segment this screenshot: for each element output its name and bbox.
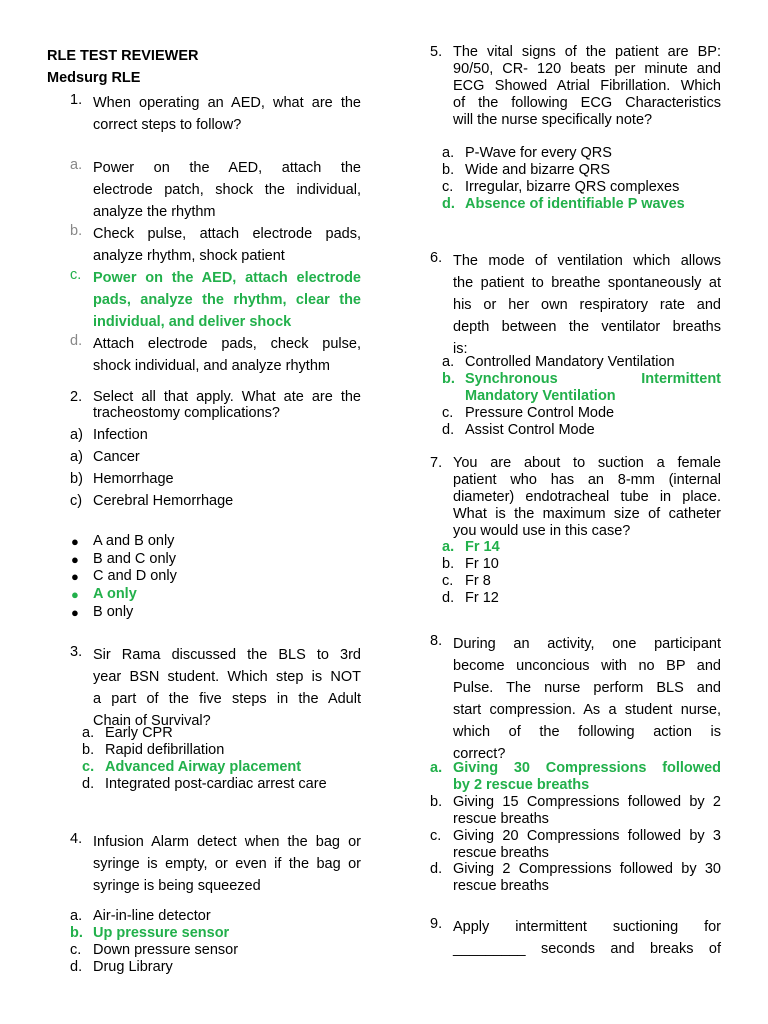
option-d: Drug Library [93,959,173,975]
question-text: diameter) endotracheal tube in place. [453,489,721,505]
list-item: Hemorrhage [93,471,174,487]
option-c: Giving 20 Compressions followed by 3 rescue breaths [453,828,721,861]
question-text: syringe is empty, or even if the bag or [93,856,361,872]
question-number: 4. [70,831,83,847]
question-text: Apply intermittent suctioning for [453,919,721,935]
question-text: Chain of Survival? [93,713,211,729]
option-b-correct-cont: Intermittent [641,371,721,387]
option-a-correct: Giving 30 Compressions followed by 2 rescue breaths [453,760,721,793]
question-text: you would use in this case? [453,523,631,539]
question-number: 8. [430,633,443,649]
document-title: RLE TEST REVIEWER [47,48,199,64]
option-a: Controlled Mandatory Ventilation [465,354,675,370]
option-c: Pressure Control Mode [465,405,615,421]
option-b: Check pulse, attach electrode pads, analyze rhythm, shock patient [93,226,361,264]
option-a: Early CPR [105,725,173,741]
question-text: 90/50, CR- 120 beats per minute and [453,61,721,77]
option-b-correct: Synchronous [465,371,558,387]
bullet-icon: ● [71,587,79,602]
question-text: The mode of ventilation which allows [453,253,721,269]
option-c: Irregular, bizarre QRS complexes [465,179,680,195]
question-text: You are about to suction a female [453,455,721,471]
question-text: The vital signs of the patient are BP: [453,44,721,60]
option-b: Giving 15 Compressions followed by 2 rescue breaths [453,794,721,827]
question-text: Infusion Alarm detect when the bag or [93,834,361,850]
question-text: a part of the five steps in the Adult [93,691,361,707]
question-text: ECG Showed Atrial Fibrillation. Which [453,78,721,94]
question-number: 6. [430,250,443,266]
option-c-correct: Advanced Airway placement [105,759,302,775]
question-text: correct? [453,746,506,762]
question-text: which of the following action is [453,724,721,740]
question-text: patient who has an 8-mm (internal [453,472,721,488]
option-b: Wide and bizarre QRS [465,162,611,178]
question-text: syringe is being squeezed [93,878,261,894]
question-text: start compression. As a student nurse, [453,702,721,718]
option-c-correct: Power on the AED, attach electrode pads, analyze the rhythm, clear the individual, and deliver shock [93,270,361,330]
option-letter: a. [70,157,83,173]
option-c: Down pressure sensor [93,942,239,958]
option-d: Attach electrode pads, check pulse, shock individual, and analyze rhythm [93,336,361,374]
option-b: Fr 10 [465,556,499,572]
bullet-icon: ● [71,552,79,567]
answer-choice: B only [93,604,134,620]
question-text: depth between the ventilator breaths [453,319,721,335]
option-a: P-Wave for every QRS [465,145,612,161]
question-number: 5. [430,44,443,60]
answer-choice-correct: A only [93,586,137,602]
option-letter: d. [70,333,83,349]
question-text: _________ seconds and breaks of [453,941,721,957]
question-text: Pulse. The nurse perform BLS and [453,680,721,696]
document-subtitle: Medsurg RLE [47,70,141,86]
answer-choice: B and C only [93,551,177,567]
option-a: Air-in-line detector [93,908,211,924]
question-number: 7. [430,455,443,471]
bullet-icon: ● [71,534,79,549]
option-b: Rapid defibrillation [105,742,225,758]
question-number: 9. [430,916,443,932]
answer-choice: C and D only [93,568,177,584]
question-text: tracheostomy complications? [93,405,280,421]
list-item: Cerebral Hemorrhage [93,493,234,509]
list-item: Infection [93,427,148,443]
question-number: 3. [70,644,83,660]
bullet-icon: ● [71,605,79,620]
option-b-correct: Up pressure sensor [93,925,230,941]
bullet-icon: ● [71,569,79,584]
option-d: Giving 2 Compressions followed by 30 rescue breaths [453,861,721,894]
question-text: his or her own respiratory rate and [453,297,721,313]
question-text: correct steps to follow? [93,117,242,133]
question-text: is: [453,341,468,357]
question-number: 1. [70,92,83,108]
answer-choice: A and B only [93,533,175,549]
question-text: Select all that apply. What ate are the [93,389,361,405]
option-letter: b. [70,223,83,239]
list-item: Cancer [93,449,140,465]
option-d: Integrated post-cardiac arrest care [105,776,327,792]
question-text: What is the maximum size of catheter [453,506,721,522]
option-d: Assist Control Mode [465,422,595,438]
option-b-correct-line2: Mandatory Ventilation [465,388,616,404]
question-text: the patient to breathe spontaneously at [453,275,721,291]
option-a-correct: Fr 14 [465,539,500,555]
question-text: year BSN student. Which step is NOT [93,669,361,685]
question-text: will the nurse specifically note? [453,112,653,128]
question-text: Sir Rama discussed the BLS to 3rd [93,647,361,663]
option-a: Power on the AED, attach the electrode patch, shock the individual, analyze the rhythm [93,160,361,220]
question-number: 2. [70,389,83,405]
option-c: Fr 8 [465,573,491,589]
document-page: RLE TEST REVIEWER Medsurg RLE 1. When operating an AED, what are the correct steps to follow? a. Power on the AED, attach the electrode patch, shock the individual, analyze the rhythm b. Check pulse, attach electrode pads, analyze rhythm, shock patient c. Power on the AED, attach electrode pads, analyze the rhythm, clear the individual, and deliver shock d. Attach electrode pads, check pulse, shock individual, and analyze rhythm 2. Select all that apply. What ate are the tracheostomy complications? a) Infection a) Cancer b) Hemorrhage c) Cerebral Hemorrhage ● A and B only ● B and C only ● C and D only ● A only ● B only 3. Sir Rama discussed the BLS to 3rd year BSN student. Which step is NOT a part of the five steps in the Adult Chain of Survival? a. Early CPR b. Rapid defibrillation c. Advanced Airway placement d. Integrated post-cardiac arrest care 4. Infusion Alarm detect when the bag or syringe is empty, or even if the bag or syringe is being squeezed a. Air-in-line detector b. Up pressure sensor c. Down pressure sensor d. Drug Library 5. The vital signs of the patient are BP: 90/50, CR- 120 beats per minute and ECG Showed Atrial Fibrillation. Which of the following ECG Characteristics will the nurse specifically note? a. P-Wave for every QRS b. Wide and bizarre QRS c. Irregular, bizarre QRS complexes d. Absence of identifiable P waves 6. The mode of ventilation which allows the patient to breathe spontaneously at his or her own respiratory rate and depth between the ventilator breaths is: a. Controlled Mandatory Ventilation b. Synchronous Intermittent Mandatory Ventilation c. Pressure Control Mode d. Assist Control Mode 7. You are about to suction a female patient who has an 8-mm (internal diameter) endotracheal tube in place. What is the maximum size of catheter you would use in this case? a. Fr 14 b. Fr 10 c. Fr 8 d. Fr 12 8. During an activity, one participant become unconcious with no BP and Pulse. The nurse perform BLS and start compression. As a student nurse, which of the following action is correct? a. Giving 30 Compressions followed by 2 rescue breaths b. Giving 15 Compressions followed by 2 rescue breaths c. Giving 20 Compressions followed by 3 rescue breaths d. Giving 2 Compressions followed by 30 rescue breaths 9. Apply intermittent suctioning for _________ seconds and breaks of [47,44,721,975]
question-text: When operating an AED, what are the [93,95,361,111]
question-text: become unconcious with no BP and [453,658,721,674]
question-text: of the following ECG Characteristics [453,95,721,111]
option-d: Fr 12 [465,590,499,606]
question-text: During an activity, one participant [453,636,721,652]
option-d-correct: Absence of identifiable P waves [465,196,685,212]
option-letter: c. [70,267,82,283]
